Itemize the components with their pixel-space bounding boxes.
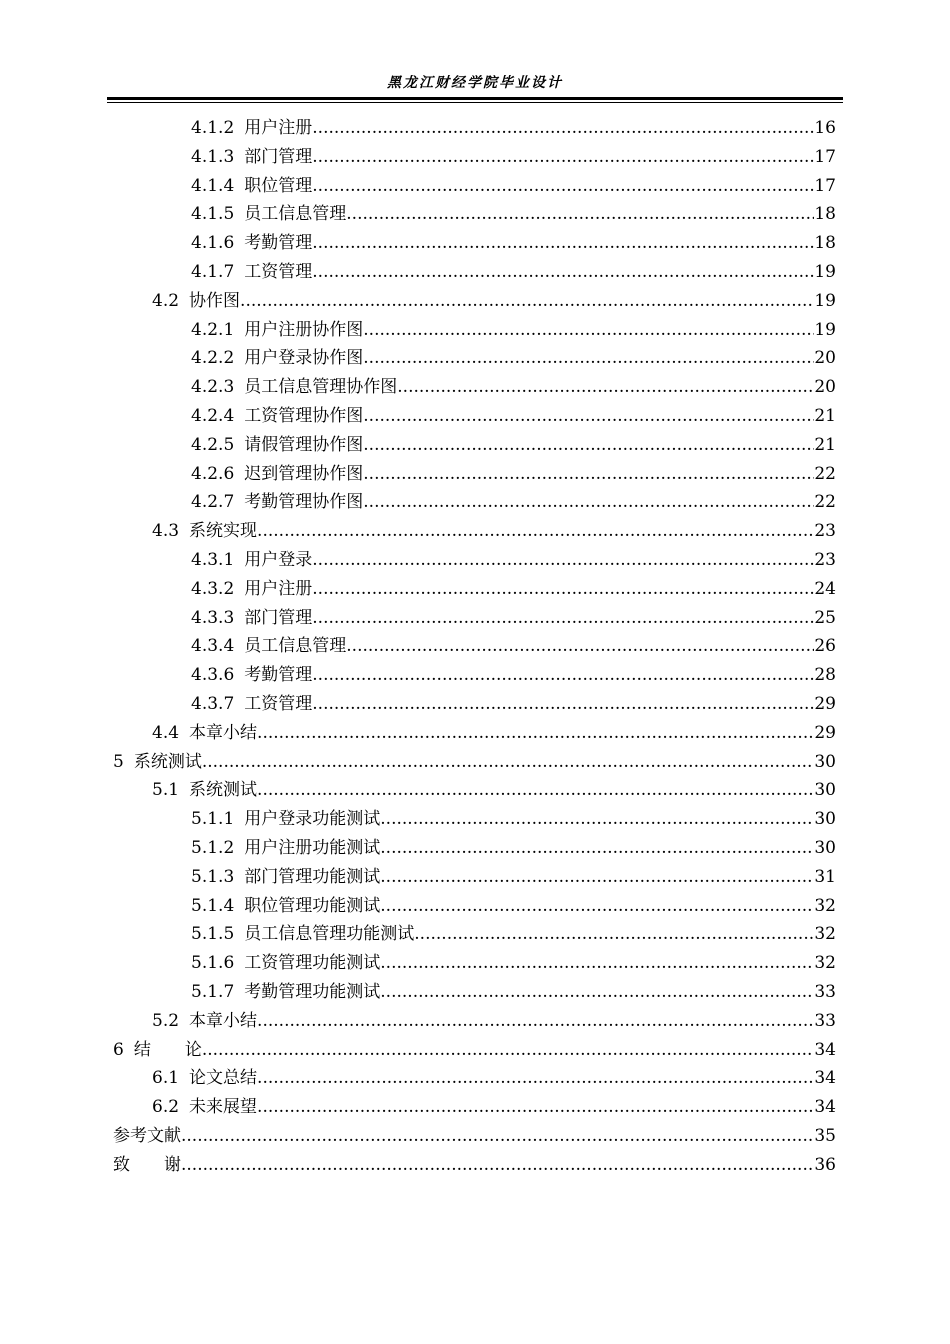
toc-dot-leader [312,229,814,258]
toc-entry-number: 4.2.3 [191,377,235,398]
toc-dot-leader [363,488,814,517]
toc-entry-row [191,488,836,517]
toc-entry-title: 员工信息管理功能测试 [244,924,415,945]
toc-entry-page-number: 29 [814,693,836,714]
toc-entry[interactable] [0,287,950,316]
toc-dot-leader [380,863,814,892]
toc-entry-page-number: 36 [814,1154,836,1175]
toc-dot-leader [414,920,814,949]
toc-entry[interactable] [0,1093,950,1122]
toc-dot-leader [312,661,814,690]
toc-entry-number: 4.1.4 [191,175,235,196]
toc-entry-row [113,1151,836,1180]
toc-entry-row [191,575,836,604]
toc-entry-row [191,892,836,921]
toc-entry-row [191,604,836,633]
toc-entry-number: 4.2.5 [191,434,235,455]
toc-entry-row [191,834,836,863]
toc-entry-page-number: 32 [814,895,836,916]
toc-entry-row [191,373,836,402]
toc-entry-page-number: 21 [814,405,836,426]
toc-entry-row [191,920,836,949]
toc-entry-page-number: 30 [814,780,836,801]
toc-dot-leader [380,978,814,1007]
toc-entry-page-number: 18 [814,204,836,225]
toc-entry[interactable] [0,258,950,287]
toc-entry-row [191,344,836,373]
toc-entry-page-number: 35 [814,1125,836,1146]
toc-entry-number: 4.2.4 [191,405,235,426]
toc-entry-number: 4.1.2 [191,118,235,138]
toc-entry-number: 5.1.5 [191,924,235,945]
toc-entry-title: 职位管理 [244,175,313,196]
toc-entry[interactable] [0,719,950,748]
toc-entry-number: 6 [113,1039,124,1060]
toc-entry-number: 4.3.7 [191,693,235,714]
toc-entry-number: 4.2.7 [191,492,235,513]
toc-entry-row [191,949,836,978]
toc-entry-row [152,776,836,805]
toc-entry-row [152,1093,836,1122]
toc-entry[interactable] [0,517,950,546]
toc-entry-page-number: 19 [814,261,836,282]
toc-dot-leader [257,1007,814,1036]
toc-entry-row [152,1007,836,1036]
toc-entry-number: 5.1.2 [191,837,235,858]
toc-entry-number: 5.2 [152,1010,180,1031]
toc-entry-title: 员工信息管理 [244,204,347,225]
toc-entry-row [152,287,836,316]
toc-entry-page-number: 30 [814,809,836,830]
toc-entry-page-number: 28 [814,665,836,686]
toc-dot-leader [202,748,815,777]
toc-entry-page-number: 33 [814,1010,836,1031]
toc-entry-title: 职位管理功能测试 [244,895,381,916]
toc-entry-number: 5 [113,751,124,772]
toc-entry[interactable] [0,316,950,345]
toc-entry-row [191,172,836,201]
toc-entry-page-number: 20 [814,348,836,369]
toc-dot-leader [312,258,814,287]
toc-dot-leader [363,402,814,431]
toc-entry-page-number: 18 [814,233,836,254]
toc-entry[interactable] [0,1064,950,1093]
toc-entry[interactable] [0,1122,950,1151]
toc-entry-page-number: 19 [814,319,836,340]
toc-entry-page-number: 17 [814,175,836,196]
toc-entry-title: 论文总结 [189,1068,258,1089]
toc-dot-leader [363,344,814,373]
toc-entry[interactable] [0,892,950,921]
toc-dot-leader [257,776,814,805]
toc-dot-leader [202,1036,815,1065]
toc-entry-page-number: 32 [814,924,836,945]
toc-entry-title: 请假管理协作图 [244,434,364,455]
toc-entry[interactable] [0,575,950,604]
toc-entry-row [191,863,836,892]
toc-entry[interactable] [0,1151,950,1180]
toc-entry-row [152,719,836,748]
toc-entry-number: 4.1.3 [191,146,235,167]
toc-entry-title: 用户注册协作图 [244,319,364,340]
toc-entry-number: 4.1.5 [191,204,235,225]
toc-entry-row [191,143,836,172]
toc-entry-number: 4.2.6 [191,463,235,484]
toc-entry-page-number: 22 [814,492,836,513]
toc-entry-page-number: 22 [814,463,836,484]
toc-dot-leader [257,517,814,546]
header-rule-thick [107,97,843,100]
toc-entry-row [191,690,836,719]
toc-entry-title: 用户登录功能测试 [244,809,381,830]
toc-entry-row [191,632,836,661]
toc-dot-leader [312,604,814,633]
toc-entry-title: 协作图 [189,290,241,311]
toc-dot-leader [380,892,814,921]
toc-entry[interactable] [0,863,950,892]
toc-entry-title: 部门管理 [244,146,313,167]
toc-entry-number: 5.1.1 [191,809,235,830]
toc-entry[interactable] [0,229,950,258]
toc-entry-title: 用户注册功能测试 [244,837,381,858]
toc-entry[interactable] [0,661,950,690]
toc-entry-row [191,978,836,1007]
toc-entry-number: 4.3.2 [191,578,235,599]
toc-entry-title: 迟到管理协作图 [244,463,364,484]
toc-entry-title: 部门管理 [244,607,313,628]
toc-entry[interactable] [0,1007,950,1036]
toc-entry-page-number: 31 [814,866,836,887]
toc-entry-page-number: 25 [814,607,836,628]
toc-dot-leader [397,373,814,402]
toc-dot-leader [257,1064,814,1093]
toc-dot-leader [380,805,814,834]
toc-entry-title: 系统测试 [133,751,202,772]
toc-dot-leader [312,575,814,604]
toc-entry-title: 用户登录 [244,549,313,570]
toc-dot-leader [240,287,814,316]
toc-entry[interactable] [0,460,950,489]
toc-dot-leader [363,316,814,345]
toc-entry[interactable] [0,488,950,517]
toc-entry-page-number: 34 [814,1068,836,1089]
toc-entry-row [191,316,836,345]
toc-entry-number: 4.2.2 [191,348,235,369]
toc-entry-title: 参考文献 [113,1125,181,1146]
toc-entry-row [152,1064,836,1093]
toc-entry-page-number: 32 [814,953,836,974]
toc-entry[interactable] [0,978,950,1007]
toc-entry[interactable] [0,546,950,575]
table-of-contents [0,114,950,1179]
toc-entry-page-number: 26 [814,636,836,657]
toc-entry-row [191,402,836,431]
toc-entry[interactable] [0,402,950,431]
toc-entry-number: 4.2 [152,290,180,311]
toc-entry[interactable] [0,143,950,172]
toc-entry-title: 工资管理 [244,693,313,714]
toc-entry-number: 6.1 [152,1068,180,1089]
toc-dot-leader [363,431,814,460]
toc-entry-title: 致 谢 [113,1154,181,1175]
toc-entry-title: 用户登录协作图 [244,348,364,369]
toc-entry-title: 用户注册 [244,578,313,599]
toc-entry-page-number: 19 [814,290,836,311]
toc-entry[interactable] [0,200,950,229]
toc-entry-number: 4.1.7 [191,261,235,282]
toc-entry-page-number: 20 [814,377,836,398]
toc-dot-leader [380,834,814,863]
toc-entry-title: 工资管理 [244,261,313,282]
toc-entry-number: 4.3.4 [191,636,235,657]
toc-dot-leader [181,1122,814,1151]
toc-entry-page-number: 30 [814,837,836,858]
toc-entry-title: 未来展望 [189,1097,258,1118]
toc-entry-number: 5.1.6 [191,953,235,974]
toc-entry[interactable] [0,949,950,978]
toc-entry-page-number: 34 [814,1097,836,1118]
toc-dot-leader [257,719,814,748]
toc-dot-leader [181,1151,814,1180]
toc-entry-title: 系统测试 [189,780,258,801]
toc-entry-row [113,1122,836,1151]
toc-entry-row [191,805,836,834]
toc-entry-title: 员工信息管理协作图 [244,377,398,398]
toc-entry-page-number: 21 [814,434,836,455]
toc-entry-row [191,661,836,690]
toc-entry-title: 考勤管理 [244,233,313,254]
toc-dot-leader [380,949,814,978]
toc-entry-row [191,431,836,460]
toc-entry-page-number: 16 [814,118,836,138]
toc-entry[interactable] [0,114,950,143]
toc-entry[interactable] [0,834,950,863]
toc-entry-number: 4.2.1 [191,319,235,340]
toc-dot-leader [363,460,814,489]
toc-dot-leader [312,172,814,201]
toc-entry[interactable] [0,604,950,633]
toc-entry[interactable] [0,431,950,460]
toc-entry-number: 4.4 [152,722,180,743]
toc-entry-row [191,546,836,575]
toc-entry-number: 4.3 [152,521,180,542]
toc-entry-page-number: 30 [814,751,836,772]
toc-entry[interactable] [0,1036,950,1065]
toc-entry-number: 4.1.6 [191,233,235,254]
toc-entry-row [152,517,836,546]
toc-dot-leader [346,632,814,661]
toc-entry-title: 用户注册 [244,118,313,138]
toc-entry[interactable] [0,344,950,373]
toc-entry-title: 员工信息管理 [244,636,347,657]
toc-entry[interactable] [0,690,950,719]
toc-dot-leader [257,1093,814,1122]
toc-entry-row [191,229,836,258]
toc-entry-title: 考勤管理 [244,665,313,686]
toc-entry[interactable] [0,373,950,402]
toc-dot-leader [312,690,814,719]
toc-entry-number: 5.1.7 [191,981,235,1002]
toc-entry-title: 工资管理协作图 [244,405,364,426]
toc-entry-number: 4.3.6 [191,665,235,686]
toc-entry-row [113,748,836,777]
toc-entry-title: 本章小结 [189,722,258,743]
toc-entry-number: 6.2 [152,1097,180,1118]
toc-entry-title: 系统实现 [189,521,258,542]
toc-entry-row [113,1036,836,1065]
header-rule-thin [107,102,843,103]
toc-entry-number: 5.1.3 [191,866,235,887]
toc-entry-number: 5.1 [152,780,180,801]
toc-entry-title: 工资管理功能测试 [244,953,381,974]
toc-entry[interactable] [0,805,950,834]
toc-entry-number: 4.3.1 [191,549,235,570]
toc-entry[interactable] [0,776,950,805]
toc-entry-title: 考勤管理功能测试 [244,981,381,1002]
toc-entry[interactable] [0,632,950,661]
toc-entry-page-number: 34 [814,1039,836,1060]
toc-entry-title: 结 论 [133,1039,202,1060]
toc-entry-page-number: 24 [814,578,836,599]
toc-entry-page-number: 33 [814,981,836,1002]
toc-entry-page-number: 29 [814,722,836,743]
toc-entry-page-number: 23 [814,549,836,570]
toc-entry-title: 本章小结 [189,1010,258,1031]
toc-entry-page-number: 23 [814,521,836,542]
toc-entry[interactable] [0,748,950,777]
toc-entry[interactable] [0,172,950,201]
toc-entry-number: 5.1.4 [191,895,235,916]
toc-dot-leader [312,114,814,143]
toc-entry-title: 考勤管理协作图 [244,492,364,513]
page-header-title: 黑龙江财经学院毕业设计 [387,75,563,91]
toc-dot-leader [312,143,814,172]
toc-entry[interactable] [0,920,950,949]
toc-dot-leader [312,546,814,575]
toc-dot-leader [346,200,814,229]
toc-entry-row [191,200,836,229]
toc-entry-row [191,258,836,287]
toc-entry-title: 部门管理功能测试 [244,866,381,887]
toc-entry-row [191,114,836,143]
toc-entry-row [191,460,836,489]
toc-entry-number: 4.3.3 [191,607,235,628]
toc-entry-page-number: 17 [814,146,836,167]
